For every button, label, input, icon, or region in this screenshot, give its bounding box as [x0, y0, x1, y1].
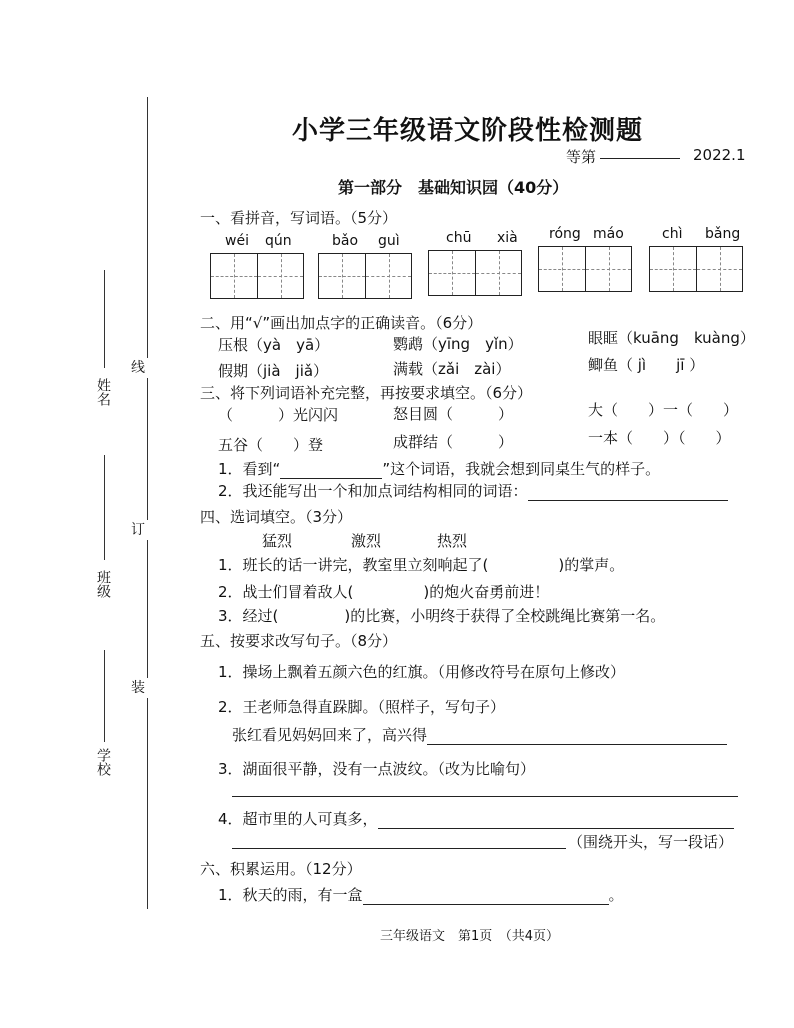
word-choice: 猛烈 [262, 532, 293, 550]
question-5-2: 2．王老师急得直跺脚。（照样子，写句子） [218, 698, 506, 716]
answer-line[interactable] [232, 848, 566, 849]
question-6-1 [218, 884, 624, 905]
answer-blank[interactable] [280, 462, 382, 479]
question-5-3: 3．湖面很平静，没有一点波纹。（改为比喻句） [218, 760, 536, 778]
student-name-label: 姓名 [95, 378, 111, 406]
writing-grid-3[interactable] [428, 250, 522, 296]
school-label: 学校 [95, 748, 111, 776]
binding-mark-zhuang: 装 [128, 678, 148, 698]
question-3-2 [218, 480, 728, 501]
reading-option[interactable]: 满载（zǎi zài） [393, 360, 511, 378]
writing-grid-2[interactable] [318, 253, 412, 299]
page-footer: 三年级语文 第1页 （共4页） [380, 929, 560, 944]
word-choice: 激烈 [351, 532, 382, 550]
question-text: 1．看到“ [218, 460, 281, 478]
question-text: 2．我还能写出一个和加点词结构相同的词语： [218, 482, 528, 500]
grid-cell[interactable] [257, 254, 303, 298]
idiom-blank[interactable]: 大（ ）一（ ） [588, 401, 739, 419]
reading-option[interactable]: 假期（jià jiǎ） [218, 362, 329, 380]
question-5-2-example [232, 724, 727, 745]
pinyin: guì [378, 233, 400, 249]
question-text: ”这个词语，我就会想到同桌生气的样子。 [382, 460, 661, 478]
question-5-1: 1．操场上飘着五颜六色的红旗。（用修改符号在原句上修改） [218, 663, 626, 681]
grid-cell[interactable] [429, 251, 475, 295]
part-title: 第一部分 基础知识园（40分） [338, 178, 569, 197]
pinyin: wéi [225, 233, 249, 249]
answer-blank[interactable] [378, 812, 734, 829]
question-text: 4．超市里的人可真多， [218, 810, 378, 828]
answer-blank[interactable] [427, 728, 727, 745]
section-2-title: 二、用“√”画出加点字的正确读音。（6分） [200, 314, 483, 332]
exam-date: 2022.1 [693, 146, 746, 164]
question-4-3 [218, 605, 665, 626]
question-5-4-note: （围绕开头，写一段话） [568, 833, 734, 851]
class-label: 班级 [95, 570, 111, 598]
binding-mark-ding: 订 [128, 520, 148, 540]
reading-option[interactable]: 鹦鹉（yīng yǐn） [393, 335, 523, 353]
idiom-blank[interactable]: （ ）光闪闪 [218, 406, 339, 424]
idiom-blank[interactable]: 怒目圆（ ） [393, 405, 514, 423]
question-4-1 [218, 554, 624, 575]
question-4-2 [218, 581, 549, 602]
grade-label: 等第 [566, 148, 597, 166]
grid-cell[interactable] [475, 251, 521, 295]
section-1-title: 一、看拼音，写词语。（5分） [200, 209, 398, 227]
grid-cell[interactable] [696, 247, 742, 291]
question-text: )的掌声。 [558, 556, 625, 574]
idiom-blank[interactable]: 五谷（ ）登 [218, 436, 324, 454]
word-choice: 热烈 [437, 532, 468, 550]
writing-grid-4[interactable] [538, 246, 632, 292]
grid-cell[interactable] [650, 247, 696, 291]
writing-grid-5[interactable] [649, 246, 743, 292]
grid-cell[interactable] [365, 254, 411, 298]
binding-mark-xian: 线 [128, 358, 148, 378]
section-5-title: 五、按要求改写句子。（8分） [200, 632, 398, 650]
question-5-4 [218, 808, 734, 829]
question-text: )的比赛，小明终于获得了全校跳绳比赛第一名。 [344, 607, 666, 625]
writing-grid-1[interactable] [210, 253, 304, 299]
section-6-title: 六、积累运用。（12分） [200, 860, 362, 878]
answer-line[interactable] [232, 796, 738, 797]
question-text: 1．秋天的雨，有一盒 [218, 886, 363, 904]
binding-line [147, 97, 148, 909]
pinyin: chū [446, 230, 472, 246]
question-text: 2．战士们冒着敌人( [218, 583, 354, 601]
pinyin: chì [662, 226, 683, 242]
pinyin: máo [593, 226, 624, 242]
question-3-1 [218, 458, 660, 479]
question-text: 1．班长的话一讲完，教室里立刻响起了( [218, 556, 489, 574]
grid-cell[interactable] [539, 247, 585, 291]
pinyin: qún [265, 233, 292, 249]
idiom-blank[interactable]: 成群结（ ） [393, 433, 514, 451]
school-field[interactable] [104, 650, 105, 742]
answer-blank[interactable] [363, 888, 609, 905]
idiom-blank[interactable]: 一本（ ）（ ） [588, 429, 731, 447]
reading-option[interactable]: 鲫鱼（ jì jī ） [588, 356, 705, 374]
reading-option[interactable]: 压根（yà yā） [218, 336, 330, 354]
question-text: 3．经过( [218, 607, 279, 625]
pinyin: róng [549, 226, 581, 242]
grid-cell[interactable] [211, 254, 257, 298]
section-4-title: 四、选词填空。（3分） [200, 508, 353, 526]
class-field[interactable] [104, 455, 105, 560]
section-3-title: 三、将下列词语补充完整，再按要求填空。（6分） [200, 384, 533, 402]
grade-field[interactable] [600, 142, 680, 159]
student-name-field[interactable] [104, 270, 105, 368]
pinyin: bǎo [332, 233, 359, 249]
question-text: )的炮火奋勇前进！ [423, 583, 550, 601]
grid-cell[interactable] [319, 254, 365, 298]
grid-cell[interactable] [585, 247, 631, 291]
page-title: 小学三年级语文阶段性检测题 [292, 116, 644, 146]
pinyin: xià [497, 230, 518, 246]
question-text: 。 [608, 886, 624, 904]
pinyin: bǎng [705, 226, 741, 242]
question-text: 张红看见妈妈回来了，高兴得 [232, 726, 428, 744]
answer-blank[interactable] [528, 484, 728, 501]
reading-option[interactable]: 眼眶（kuāng kuàng） [588, 329, 755, 347]
